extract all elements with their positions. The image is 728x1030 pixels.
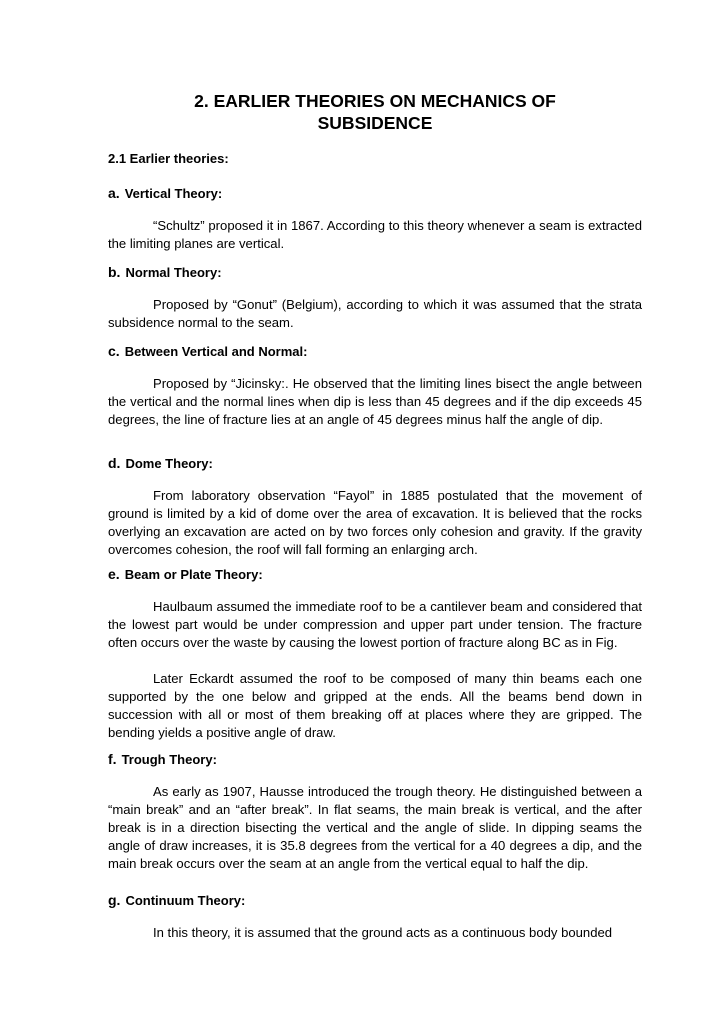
section-g-heading [108, 892, 245, 909]
section-e-heading [108, 566, 263, 583]
section-d-heading [108, 455, 213, 472]
section-a-title: Vertical Theory: [124, 186, 223, 201]
chapter-title [108, 90, 642, 134]
section-c-heading [108, 343, 307, 360]
section-c-title: Between Vertical and Normal: [124, 344, 308, 359]
section-c-paragraph: Proposed by “Jicinsky:. He observed that the limiting lines bisect the angle between the vertical and the normal lines when dip is less than 45 degrees and if the dip exceeds 45 degrees, the line of fracture lies at an angle of 45 degrees minus half the angle of dip. [108, 376, 642, 427]
section-f-title: Trough Theory: [121, 752, 217, 767]
section-d-letter: d. [108, 455, 121, 471]
section-b-heading [108, 264, 222, 281]
section-b-title: Normal Theory: [125, 265, 222, 280]
section-f-letter: f. [108, 751, 117, 767]
section-d-title: Dome Theory: [125, 456, 213, 471]
section-d-paragraph: From laboratory observation “Fayol” in 1885 postulated that the movement of ground is limited by a kid of dome over the area of excavation. It is believed that the rocks overlying an excavation are acted on by two forces only cohesion and gravity. If the gravity overcomes cohesion, the roof will fall forming an enlarging arch. [108, 488, 642, 557]
section-f-paragraph: As early as 1907, Hausse introduced the trough theory. He distinguished between a “main break” and an “after break”. In flat seams, the main break is vertical, and the after break is in a direction bisecting the vertical and the angle of slide. In dipping seams the angle of draw increases, it is 35.8 degrees from the vertical for a 40 degrees a dip, and the main break occurs over the seam at an angle from the vertical equal to half the dip. [108, 784, 642, 871]
section-b-paragraph: Proposed by “Gonut” (Belgium), according to which it was assumed that the strata subsidence normal to the seam. [108, 297, 642, 330]
section-e-paragraph-1: Haulbaum assumed the immediate roof to be a cantilever beam and considered that the lowest part would be under compression and upper part under tension. The fracture often occurs over the waste by causing the lowest portion of fracture along BC as in Fig. [108, 599, 642, 650]
section-g-letter: g. [108, 892, 121, 908]
section-a-letter: a. [108, 185, 120, 201]
section-b-letter: b. [108, 264, 121, 280]
section-e-letter: e. [108, 566, 120, 582]
section-a-heading [108, 185, 222, 202]
chapter-title-line1: 2. EARLIER THEORIES ON MECHANICS OF [194, 91, 556, 111]
section-g-title: Continuum Theory: [125, 893, 246, 908]
section-c-letter: c. [108, 343, 120, 359]
chapter-title-line2: SUBSIDENCE [317, 113, 433, 133]
section-e-title: Beam or Plate Theory: [124, 567, 263, 582]
section-g-paragraph: In this theory, it is assumed that the ground acts as a continuous body bounded [153, 925, 613, 940]
section-e-paragraph-2: Later Eckardt assumed the roof to be composed of many thin beams each one supported by the one below and gripped at the ends. All the beams bend down in succession with all or most of them breaking off at places where they are gripped. The bending yields a positive angle of draw. [108, 671, 642, 740]
section-a-paragraph: “Schultz” proposed it in 1867. According to this theory whenever a seam is extracted the limiting planes are vertical. [108, 218, 642, 251]
subsection-heading: 2.1 Earlier theories: [108, 151, 229, 166]
section-f-heading [108, 751, 217, 768]
